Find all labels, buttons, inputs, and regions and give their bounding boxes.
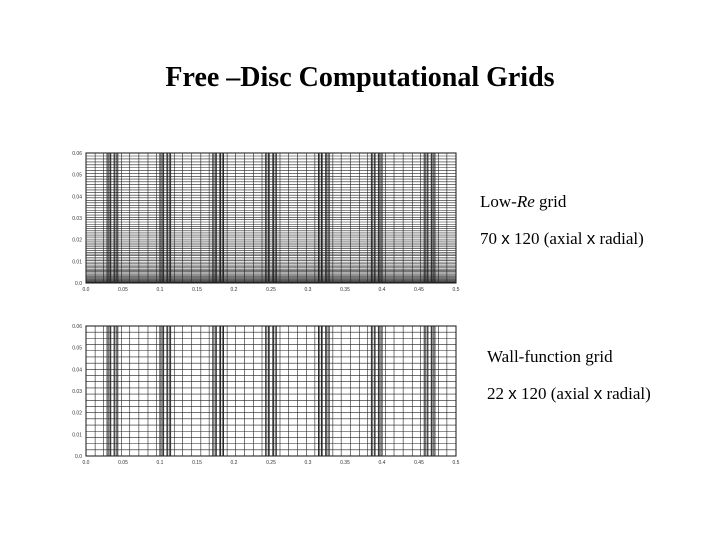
x-tick-label: 0.1 [156, 460, 164, 466]
x-tick-label: 0.0 [82, 287, 90, 293]
low-re-grid-plot [66, 145, 466, 295]
y-tick-label: 0.0 [75, 454, 82, 460]
times-symbol: x [593, 384, 603, 403]
x-tick-label: 0.3 [304, 460, 312, 466]
dim-count: 22 [487, 384, 509, 403]
y-tick-label: 0.02 [72, 237, 82, 244]
x-tick-label: 0.15 [192, 287, 202, 293]
y-tick-label: 0.03 [72, 216, 82, 222]
wall-function-grid-plot [66, 318, 466, 468]
dim-text: radial) [602, 384, 651, 403]
y-tick-label: 0.06 [72, 324, 82, 330]
dim-count: 70 [480, 229, 502, 248]
y-tick-label: 0.04 [72, 367, 82, 374]
x-tick-label: 0.5 [452, 460, 460, 466]
x-tick-label: 0.2 [230, 287, 238, 293]
y-tick-label: 0.05 [72, 345, 82, 352]
dim-text: radial) [595, 229, 644, 248]
plot-frame [86, 326, 456, 456]
y-tick-label: 0.04 [72, 194, 82, 201]
y-tick-label: 0.01 [72, 432, 82, 439]
x-tick-label: 0.35 [340, 287, 350, 293]
dim-text: 120 (axial [509, 229, 587, 248]
x-tick-label: 0.4 [378, 287, 386, 293]
grid-label-prefix: Wall-function grid [487, 347, 613, 366]
low-re-grid-label [480, 191, 644, 213]
x-tick-label: 0.4 [378, 460, 386, 466]
low-re-grid-mesh [66, 145, 466, 295]
x-tick-label: 0.1 [156, 287, 164, 293]
y-tick-label: 0.06 [72, 151, 82, 157]
y-tick-label: 0.0 [75, 281, 82, 287]
times-symbol: x [501, 229, 510, 248]
times-symbol: x [508, 384, 517, 403]
y-tick-label: 0.03 [72, 389, 82, 395]
x-tick-label: 0.25 [266, 287, 276, 293]
slide-title: Free –Disc Computational Grids [165, 62, 555, 93]
wall-function-grid-caption [487, 346, 651, 420]
x-tick-label: 0.45 [414, 460, 424, 466]
reynolds-italic: Re [516, 192, 535, 211]
grid-label-suffix: grid [534, 192, 567, 211]
y-tick-label: 0.02 [72, 410, 82, 417]
x-tick-label: 0.3 [304, 287, 312, 293]
y-tick-label: 0.05 [72, 172, 82, 179]
x-tick-label: 0.15 [192, 460, 202, 466]
low-re-grid-caption [480, 191, 644, 265]
x-tick-label: 0.2 [230, 460, 238, 466]
dim-text: 120 (axial [516, 384, 594, 403]
x-tick-label: 0.35 [340, 460, 350, 466]
wall-function-grid-label [487, 346, 651, 368]
times-symbol: x [586, 229, 596, 248]
y-tick-label: 0.01 [72, 259, 82, 266]
x-tick-label: 0.0 [82, 460, 90, 466]
low-re-grid-dimensions [480, 228, 644, 250]
wall-function-grid-mesh [66, 318, 466, 468]
x-tick-label: 0.05 [118, 287, 128, 293]
x-tick-label: 0.45 [414, 287, 424, 293]
wall-function-grid-dimensions [487, 383, 651, 405]
x-tick-label: 0.05 [118, 460, 128, 466]
x-tick-label: 0.25 [266, 460, 276, 466]
x-tick-label: 0.5 [452, 287, 460, 293]
grid-label-prefix: Low- [480, 192, 517, 211]
